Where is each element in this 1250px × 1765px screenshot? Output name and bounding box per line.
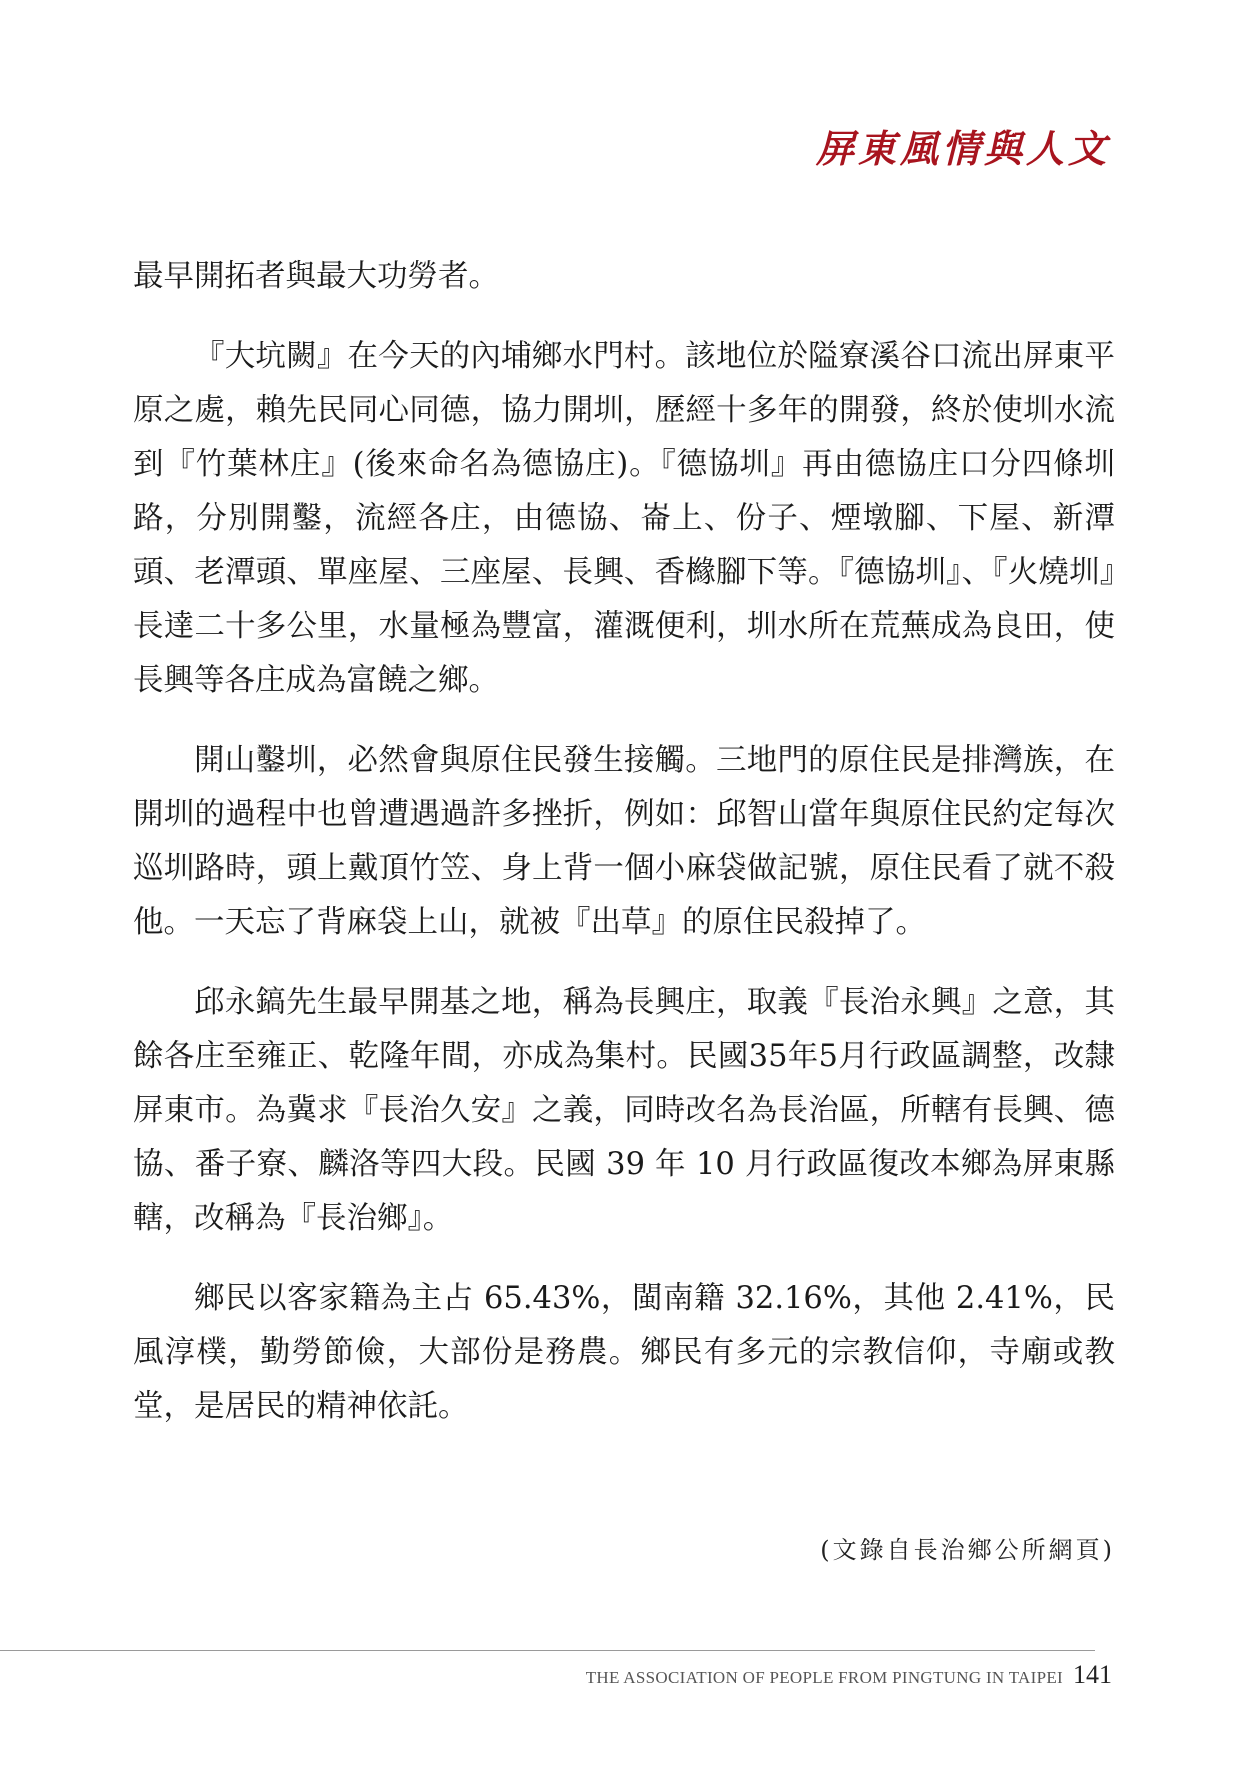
opening-line: 最早開拓者與最大功勞者。 [133, 259, 499, 294]
article-body [133, 250, 1115, 1460]
paragraph-dakeng-canal: 『大坑闕』在今天的內埔鄉水門村。該地位於隘寮溪谷口流出屏東平原之處，賴先民同心同德，協力開圳，歷經十多年的開發，終於使圳水流到『竹葉林庄』(後來命名為德協庄)。『德協圳』再由德協庄口分四條圳路，分別開鑿，流經各庄，由德協、崙上、份子、煙墩腳、下屋、新潭頭、老潭頭、單座屋、三座屋、長興、香櫞腳下等。『德協圳』、『火燒圳』長達二十多公里，水量極為豐富，灌溉便利，圳水所在荒蕪成為良田，使長興等各庄成為富饒之鄉。 [133, 339, 1115, 698]
page-number: 141 [1073, 1660, 1112, 1689]
footer-divider [0, 1650, 1095, 1651]
paragraph-changxing-history: 邱永鎬先生最早開基之地，稱為長興庄，取義『長治永興』之意，其餘各庄至雍正、乾隆年間，亦成為集村。民國35年5月行政區調整，改隸屏東市。為冀求『長治久安』之義，同時改名為長治區，所轄有長興、德協、番子寮、麟洛等四大段。民國 39 年 10 月行政區復改本鄉為屏東縣轄，改稱為『長治鄉』。 [133, 985, 1115, 1236]
running-header-title: 屏東風情與人文 [815, 126, 1110, 171]
footer-association-name: THE ASSOCIATION OF PEOPLE FROM PINGTUNG IN TAIPEI [585, 1668, 1063, 1687]
page-footer [586, 1660, 1112, 1690]
paragraph-aboriginal-contact: 開山鑿圳，必然會與原住民發生接觸。三地門的原住民是排灣族，在開圳的過程中也曾遭遇過許多挫折，例如：邱智山當年與原住民約定每次巡圳路時，頭上戴頂竹笠、身上背一個小麻袋做記號，原住民看了就不殺他。一天忘了背麻袋上山，就被『出草』的原住民殺掉了。 [133, 743, 1115, 940]
source-citation: (文錄自長治鄉公所網頁) [820, 1536, 1115, 1564]
paragraph-demographics: 鄉民以客家籍為主占 65.43%，閩南籍 32.16%，其他 2.41%，民風淳樸，勤勞節儉，大部份是務農。鄉民有多元的宗教信仰，寺廟或教堂，是居民的精神依託。 [133, 1281, 1115, 1424]
